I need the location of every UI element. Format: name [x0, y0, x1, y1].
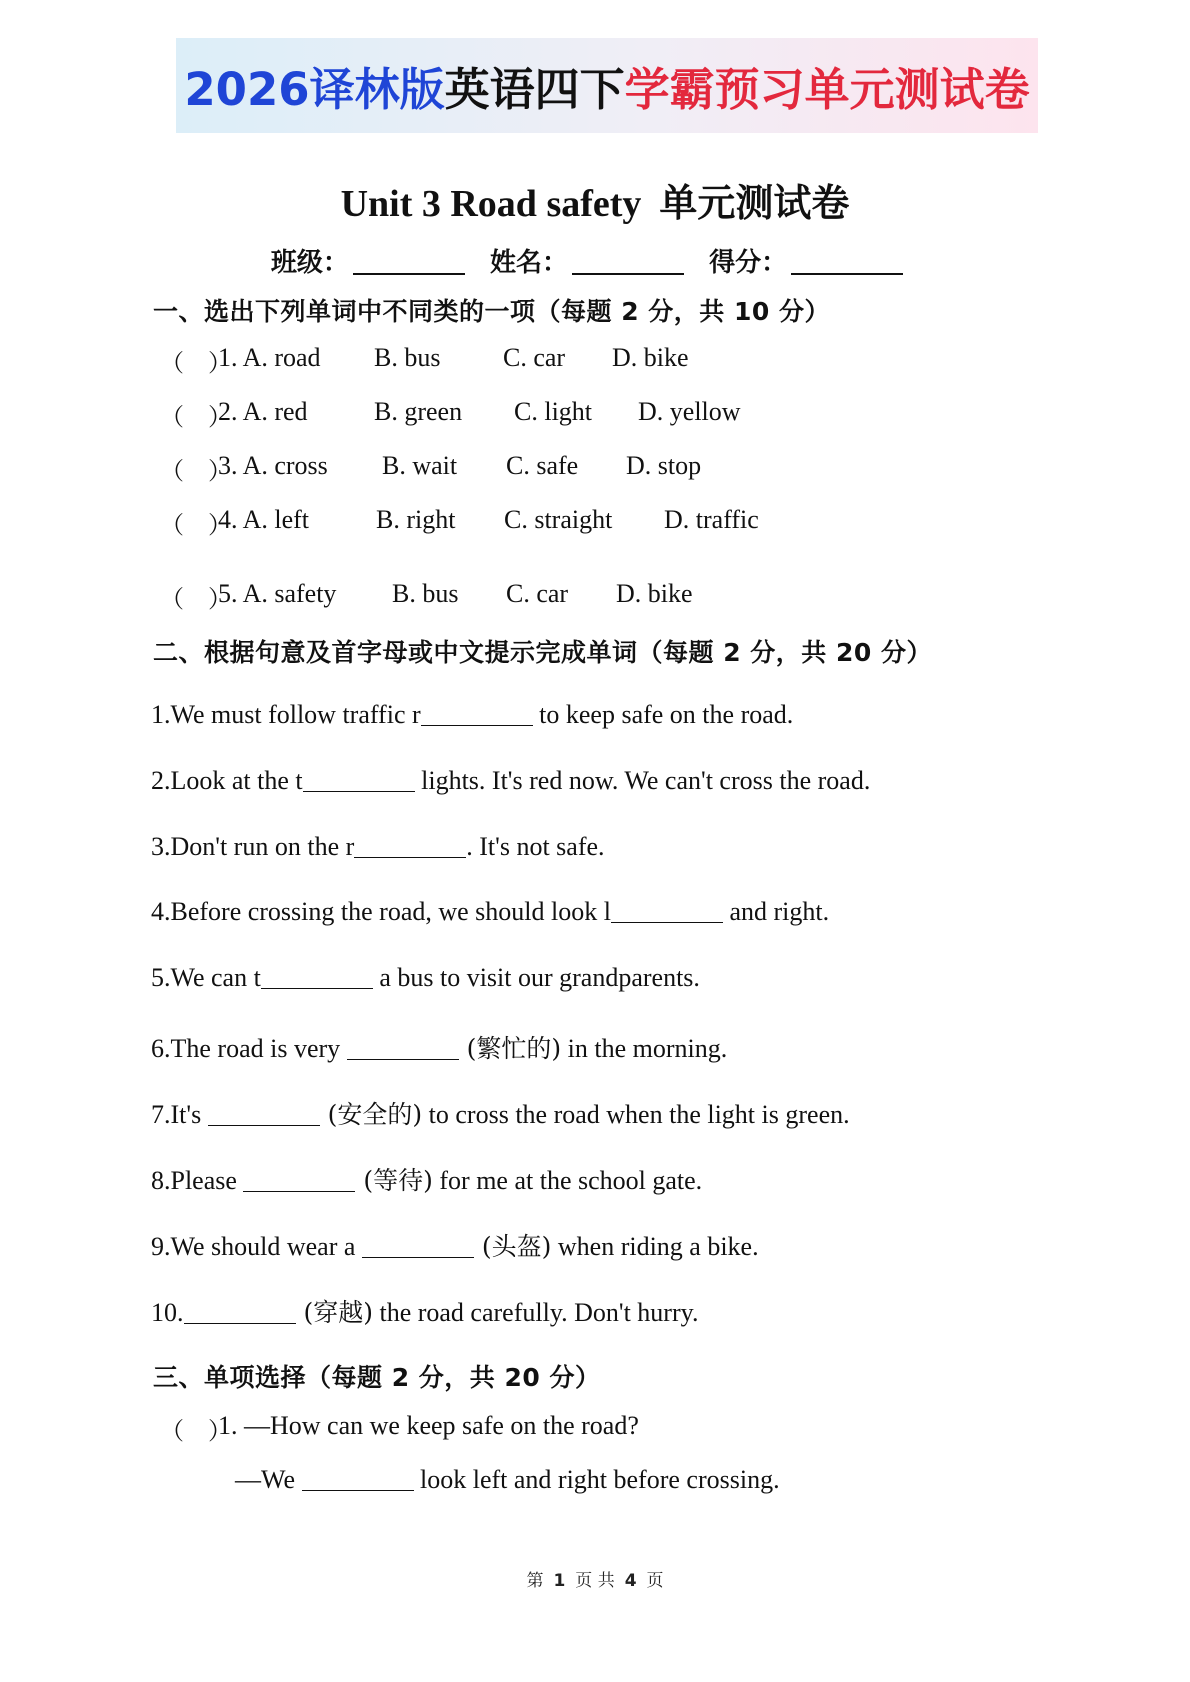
fill-post: in the morning. — [561, 1034, 728, 1063]
answer-blank[interactable] — [184, 1299, 296, 1324]
page-footer — [0, 1566, 1190, 1591]
fill-hint: (安全的) — [319, 1100, 423, 1129]
reply-pre: —We — [235, 1465, 302, 1494]
name-label: 姓名： — [489, 248, 568, 278]
fill-pre: 5.We can t — [151, 963, 261, 992]
option-a: 1. A. road — [218, 343, 321, 372]
banner-part3: 学霸预习单元测试卷 — [624, 63, 1030, 116]
answer-blank[interactable] — [243, 1167, 355, 1192]
fill-hint: (繁忙的) — [458, 1034, 562, 1063]
score-label: 得分： — [709, 248, 788, 278]
fill-pre: 10. — [151, 1298, 184, 1327]
fill-hint: (等待) — [355, 1166, 433, 1195]
section3-heading: 三、单项选择（每题 2 分，共 20 分） — [153, 1363, 601, 1392]
footer-pre: 第 — [526, 1571, 544, 1591]
option-d: D. bike — [616, 579, 693, 608]
fill-item — [151, 897, 829, 927]
fill-post: lights. It's red now. We can't cross the road. — [414, 766, 871, 795]
section2-heading: 二、根据句意及首字母或中文提示完成单词（每题 2 分，共 20 分） — [153, 638, 933, 667]
option-a: 2. A. red — [218, 397, 308, 426]
answer-blank[interactable] — [303, 767, 415, 792]
student-info — [0, 242, 1190, 279]
option-b: B. right — [376, 505, 456, 534]
option-a: 3. A. cross — [218, 451, 328, 480]
option-d: D. bike — [612, 343, 689, 372]
option-c: C. car — [503, 343, 566, 372]
fill-post: . It's not safe. — [466, 832, 605, 861]
fill-post: and right. — [722, 897, 830, 926]
option-b: B. green — [374, 397, 463, 426]
answer-blank[interactable] — [347, 1035, 459, 1060]
fill-post: the road carefully. Don't hurry. — [372, 1298, 699, 1327]
footer-post: 页 — [646, 1571, 664, 1591]
answer-blank[interactable] — [362, 1233, 474, 1258]
fill-post: when riding a bike. — [551, 1232, 759, 1261]
question-text: 1. —How can we keep safe on the road? — [218, 1411, 639, 1440]
answer-paren[interactable]: （ ） — [160, 1417, 232, 1445]
fill-post: for me at the school gate. — [432, 1166, 703, 1195]
answer-blank[interactable] — [611, 898, 723, 923]
fill-pre: 9.We should wear a — [151, 1232, 362, 1261]
fill-pre: 8.Please — [151, 1166, 244, 1195]
option-a: 5. A. safety — [218, 579, 337, 608]
page-title — [0, 172, 1190, 227]
title-cn: 单元测试卷 — [659, 181, 850, 225]
fill-item — [151, 1227, 759, 1263]
question-reply — [235, 1465, 780, 1495]
fill-item — [151, 700, 793, 730]
reply-post: look left and right before crossing. — [413, 1465, 780, 1494]
fill-pre: 1.We must follow traffic r — [151, 700, 421, 729]
banner-part2: 英语四下 — [444, 63, 625, 116]
option-d: D. yellow — [638, 397, 741, 426]
option-d: D. stop — [626, 451, 702, 480]
answer-blank[interactable] — [421, 701, 533, 726]
fill-pre: 4.Before crossing the road, we should look l — [151, 897, 611, 926]
footer-page: 1 — [553, 1571, 566, 1591]
fill-item — [151, 1293, 698, 1329]
score-field[interactable] — [791, 247, 903, 275]
fill-pre: 6.The road is very — [151, 1034, 347, 1063]
option-a: 4. A. left — [218, 505, 309, 534]
option-c: C. safe — [506, 451, 579, 480]
answer-paren[interactable]: （ ） — [160, 585, 232, 613]
class-field[interactable] — [353, 247, 465, 275]
answer-blank[interactable] — [302, 1466, 414, 1491]
answer-blank[interactable] — [354, 833, 466, 858]
fill-hint: (穿越) — [295, 1298, 373, 1327]
fill-post: to cross the road when the light is green. — [422, 1100, 850, 1129]
option-d: D. traffic — [664, 505, 759, 534]
option-b: B. bus — [374, 343, 441, 372]
fill-item — [151, 832, 605, 862]
banner-part1: 2026译林版 — [184, 63, 445, 116]
section1-heading: 一、选出下列单词中不同类的一项（每题 2 分，共 10 分） — [153, 297, 831, 326]
class-label: 班级： — [270, 248, 349, 278]
answer-paren[interactable]: （ ） — [160, 349, 232, 377]
option-c: C. straight — [504, 505, 613, 534]
option-b: B. wait — [382, 451, 458, 480]
option-c: C. car — [506, 579, 569, 608]
answer-blank[interactable] — [261, 964, 373, 989]
fill-item — [151, 1095, 850, 1131]
fill-post: a bus to visit our grandparents. — [372, 963, 700, 992]
fill-item — [151, 1161, 702, 1197]
answer-paren[interactable]: （ ） — [160, 403, 232, 431]
banner — [176, 38, 1038, 133]
fill-post: to keep safe on the road. — [532, 700, 794, 729]
footer-mid: 页 共 — [575, 1571, 615, 1591]
fill-item — [151, 963, 700, 993]
fill-item — [151, 1029, 727, 1065]
answer-paren[interactable]: （ ） — [160, 511, 232, 539]
option-c: C. light — [514, 397, 593, 426]
answer-blank[interactable] — [208, 1101, 320, 1126]
title-en: Unit 3 Road safety — [340, 183, 642, 225]
fill-pre: 2.Look at the t — [151, 766, 303, 795]
name-field[interactable] — [572, 247, 684, 275]
fill-hint: (头盔) — [473, 1232, 552, 1261]
fill-pre: 7.It's — [151, 1100, 208, 1129]
option-b: B. bus — [392, 579, 459, 608]
answer-paren[interactable]: （ ） — [160, 457, 232, 485]
fill-pre: 3.Don't run on the r — [151, 832, 355, 861]
fill-item — [151, 766, 870, 796]
footer-total: 4 — [624, 1571, 637, 1591]
